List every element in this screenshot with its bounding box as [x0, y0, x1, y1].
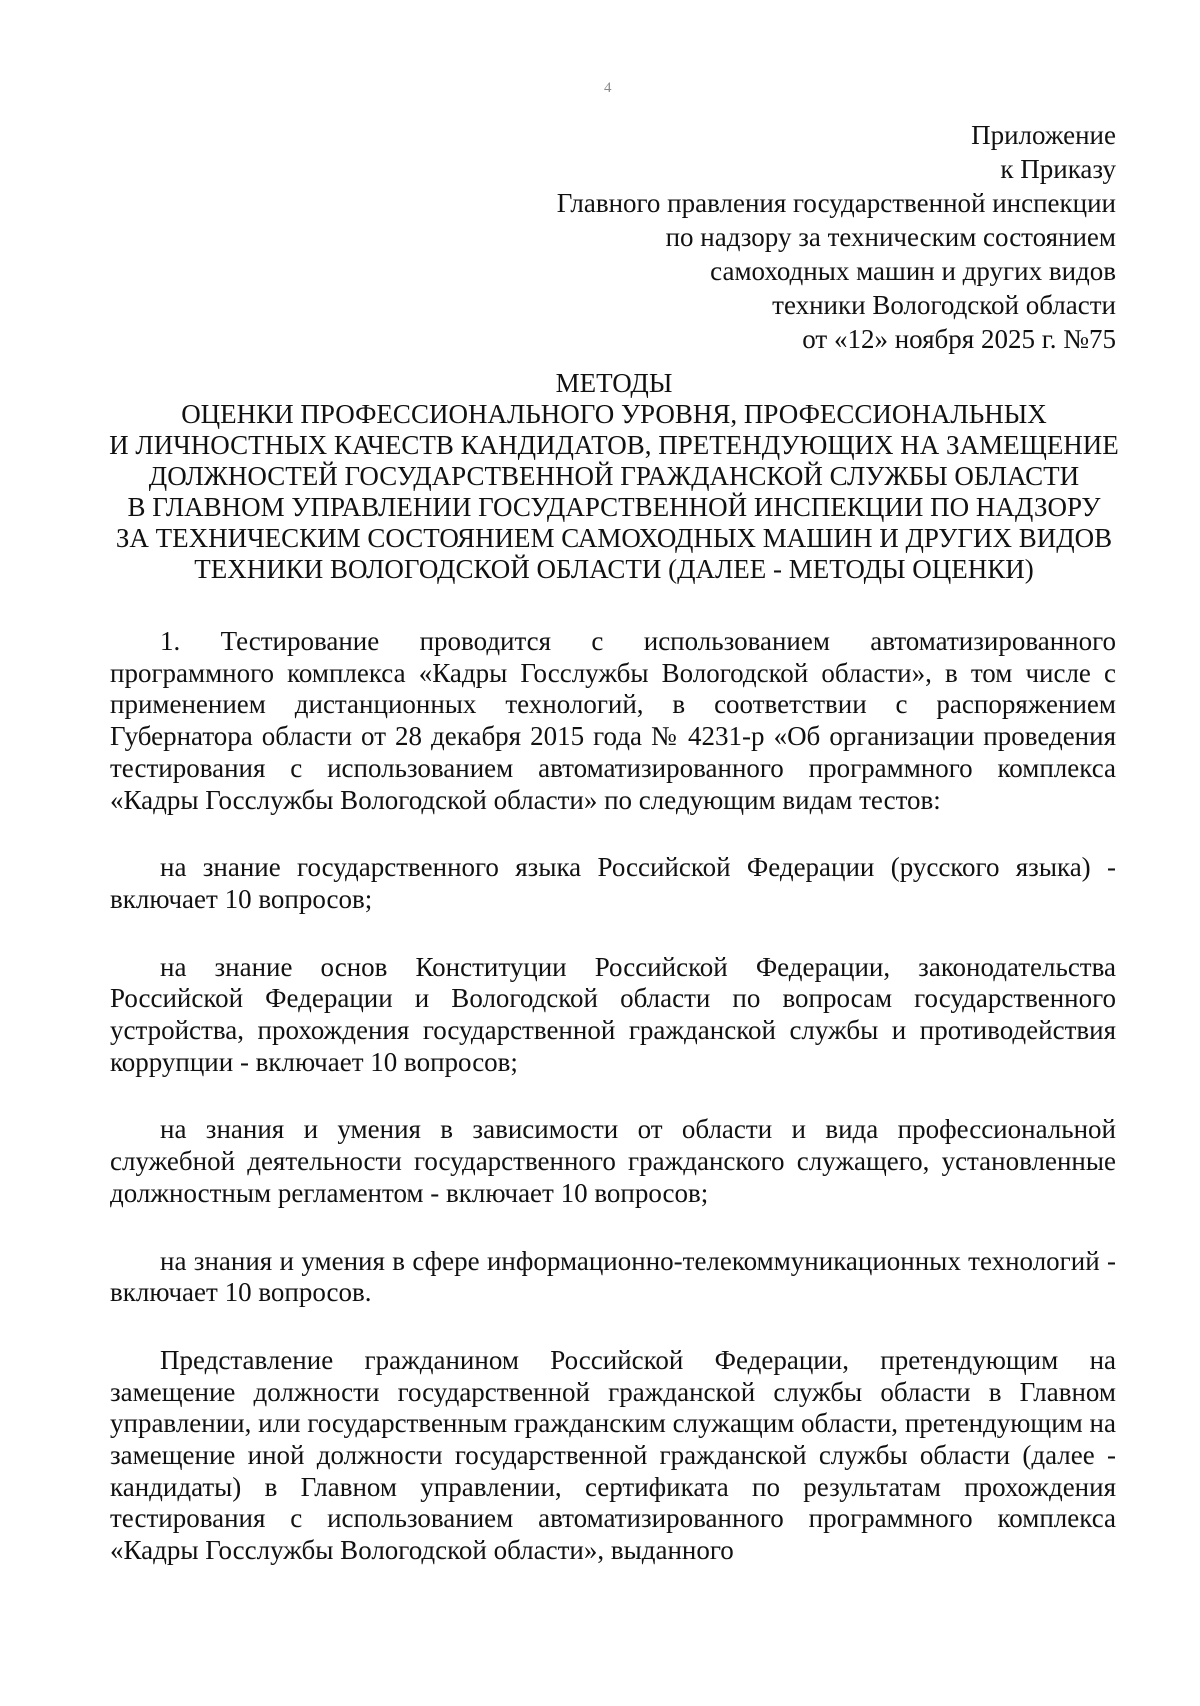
title-line: В ГЛАВНОМ УПРАВЛЕНИИ ГОСУДАРСТВЕННОЙ ИНСПЕКЦИИ ПО НАДЗОРУ: [127, 492, 1101, 522]
title-line: МЕТОДЫ: [555, 368, 673, 398]
appendix-line: техники Вологодской области: [772, 290, 1116, 320]
list-item-test-type: на знание государственного языка Российской Федерации (русского языка) - включает 10 вопросов;: [110, 852, 1116, 914]
title-line: И ЛИЧНОСТНЫХ КАЧЕСТВ КАНДИДАТОВ, ПРЕТЕНДУЮЩИХ НА ЗАМЕЩЕНИЕ: [109, 430, 1119, 460]
list-item-test-type: на знание основ Конституции Российской Федерации, законодательства Российской Федерации и Вологодской области по вопросам государственного устройства, прохождения государственной гражданской службы и противодействия коррупции - включает 10 вопросов;: [110, 951, 1116, 1077]
title-line: ЗА ТЕХНИЧЕСКИМ СОСТОЯНИЕМ САМОХОДНЫХ МАШИН И ДРУГИХ ВИДОВ: [115, 523, 1113, 553]
paragraph-testing: 1. Тестирование проводится с использованием автоматизированного программного комплекса «Кадры Госслужбы Вологодской области», в том числе с применением дистанционных технологий, в соответствии с распоряжением Губернатора области от 28 декабря 2015 года № 4231-р «Об организации проведения тестирования с использованием автоматизированного программного комплекса «Кадры Госслужбы Вологодской области» по следующим видам тестов:: [110, 626, 1116, 815]
list-item-test-type: на знания и умения в сфере информационно-телекоммуникационных технологий - включает 10 вопросов.: [110, 1245, 1116, 1308]
document-body: [110, 626, 1116, 1567]
appendix-line: к Приказу: [1000, 154, 1116, 184]
appendix-line: Приложение: [971, 120, 1116, 150]
title-line: ДОЛЖНОСТЕЙ ГОСУДАРСТВЕННОЙ ГРАЖДАНСКОЙ СЛУЖБЫ ОБЛАСТИ: [148, 461, 1080, 491]
paragraph-certificate: Представление гражданином Российской Федерации, претендующим на замещение должности государственной гражданской службы области в Главном управлении, или государственным гражданским служащим области, претендующим на замещение иной должности государственной гражданской службы области (далее - кандидаты) в Главном управлении, сертификата по результатам прохождения тестирования с использованием автоматизированного программного комплекса «Кадры Госслужбы Вологодской области», выданного: [110, 1344, 1116, 1566]
appendix-line: самоходных машин и других видов: [710, 256, 1116, 286]
appendix-header: [557, 118, 1116, 356]
appendix-line: по надзору за техническим состоянием: [665, 222, 1116, 252]
list-item-test-type: на знания и умения в зависимости от области и вида профессиональной служебной деятельности государственного гражданского служащего, установленные должностным регламентом - включает 10 вопросов;: [110, 1114, 1116, 1208]
title-line: ОЦЕНКИ ПРОФЕССИОНАЛЬНОГО УРОВНЯ, ПРОФЕССИОНАЛЬНЫХ: [181, 399, 1047, 429]
appendix-line: Главного правления государственной инспекции: [556, 188, 1116, 218]
document-title: [60, 368, 1168, 585]
page-number-mark: 4: [604, 80, 612, 96]
title-line: ТЕХНИКИ ВОЛОГОДСКОЙ ОБЛАСТИ (ДАЛЕЕ - МЕТОДЫ ОЦЕНКИ): [194, 554, 1034, 584]
appendix-date-line: от «12» ноября 2025 г. №75: [802, 324, 1116, 354]
